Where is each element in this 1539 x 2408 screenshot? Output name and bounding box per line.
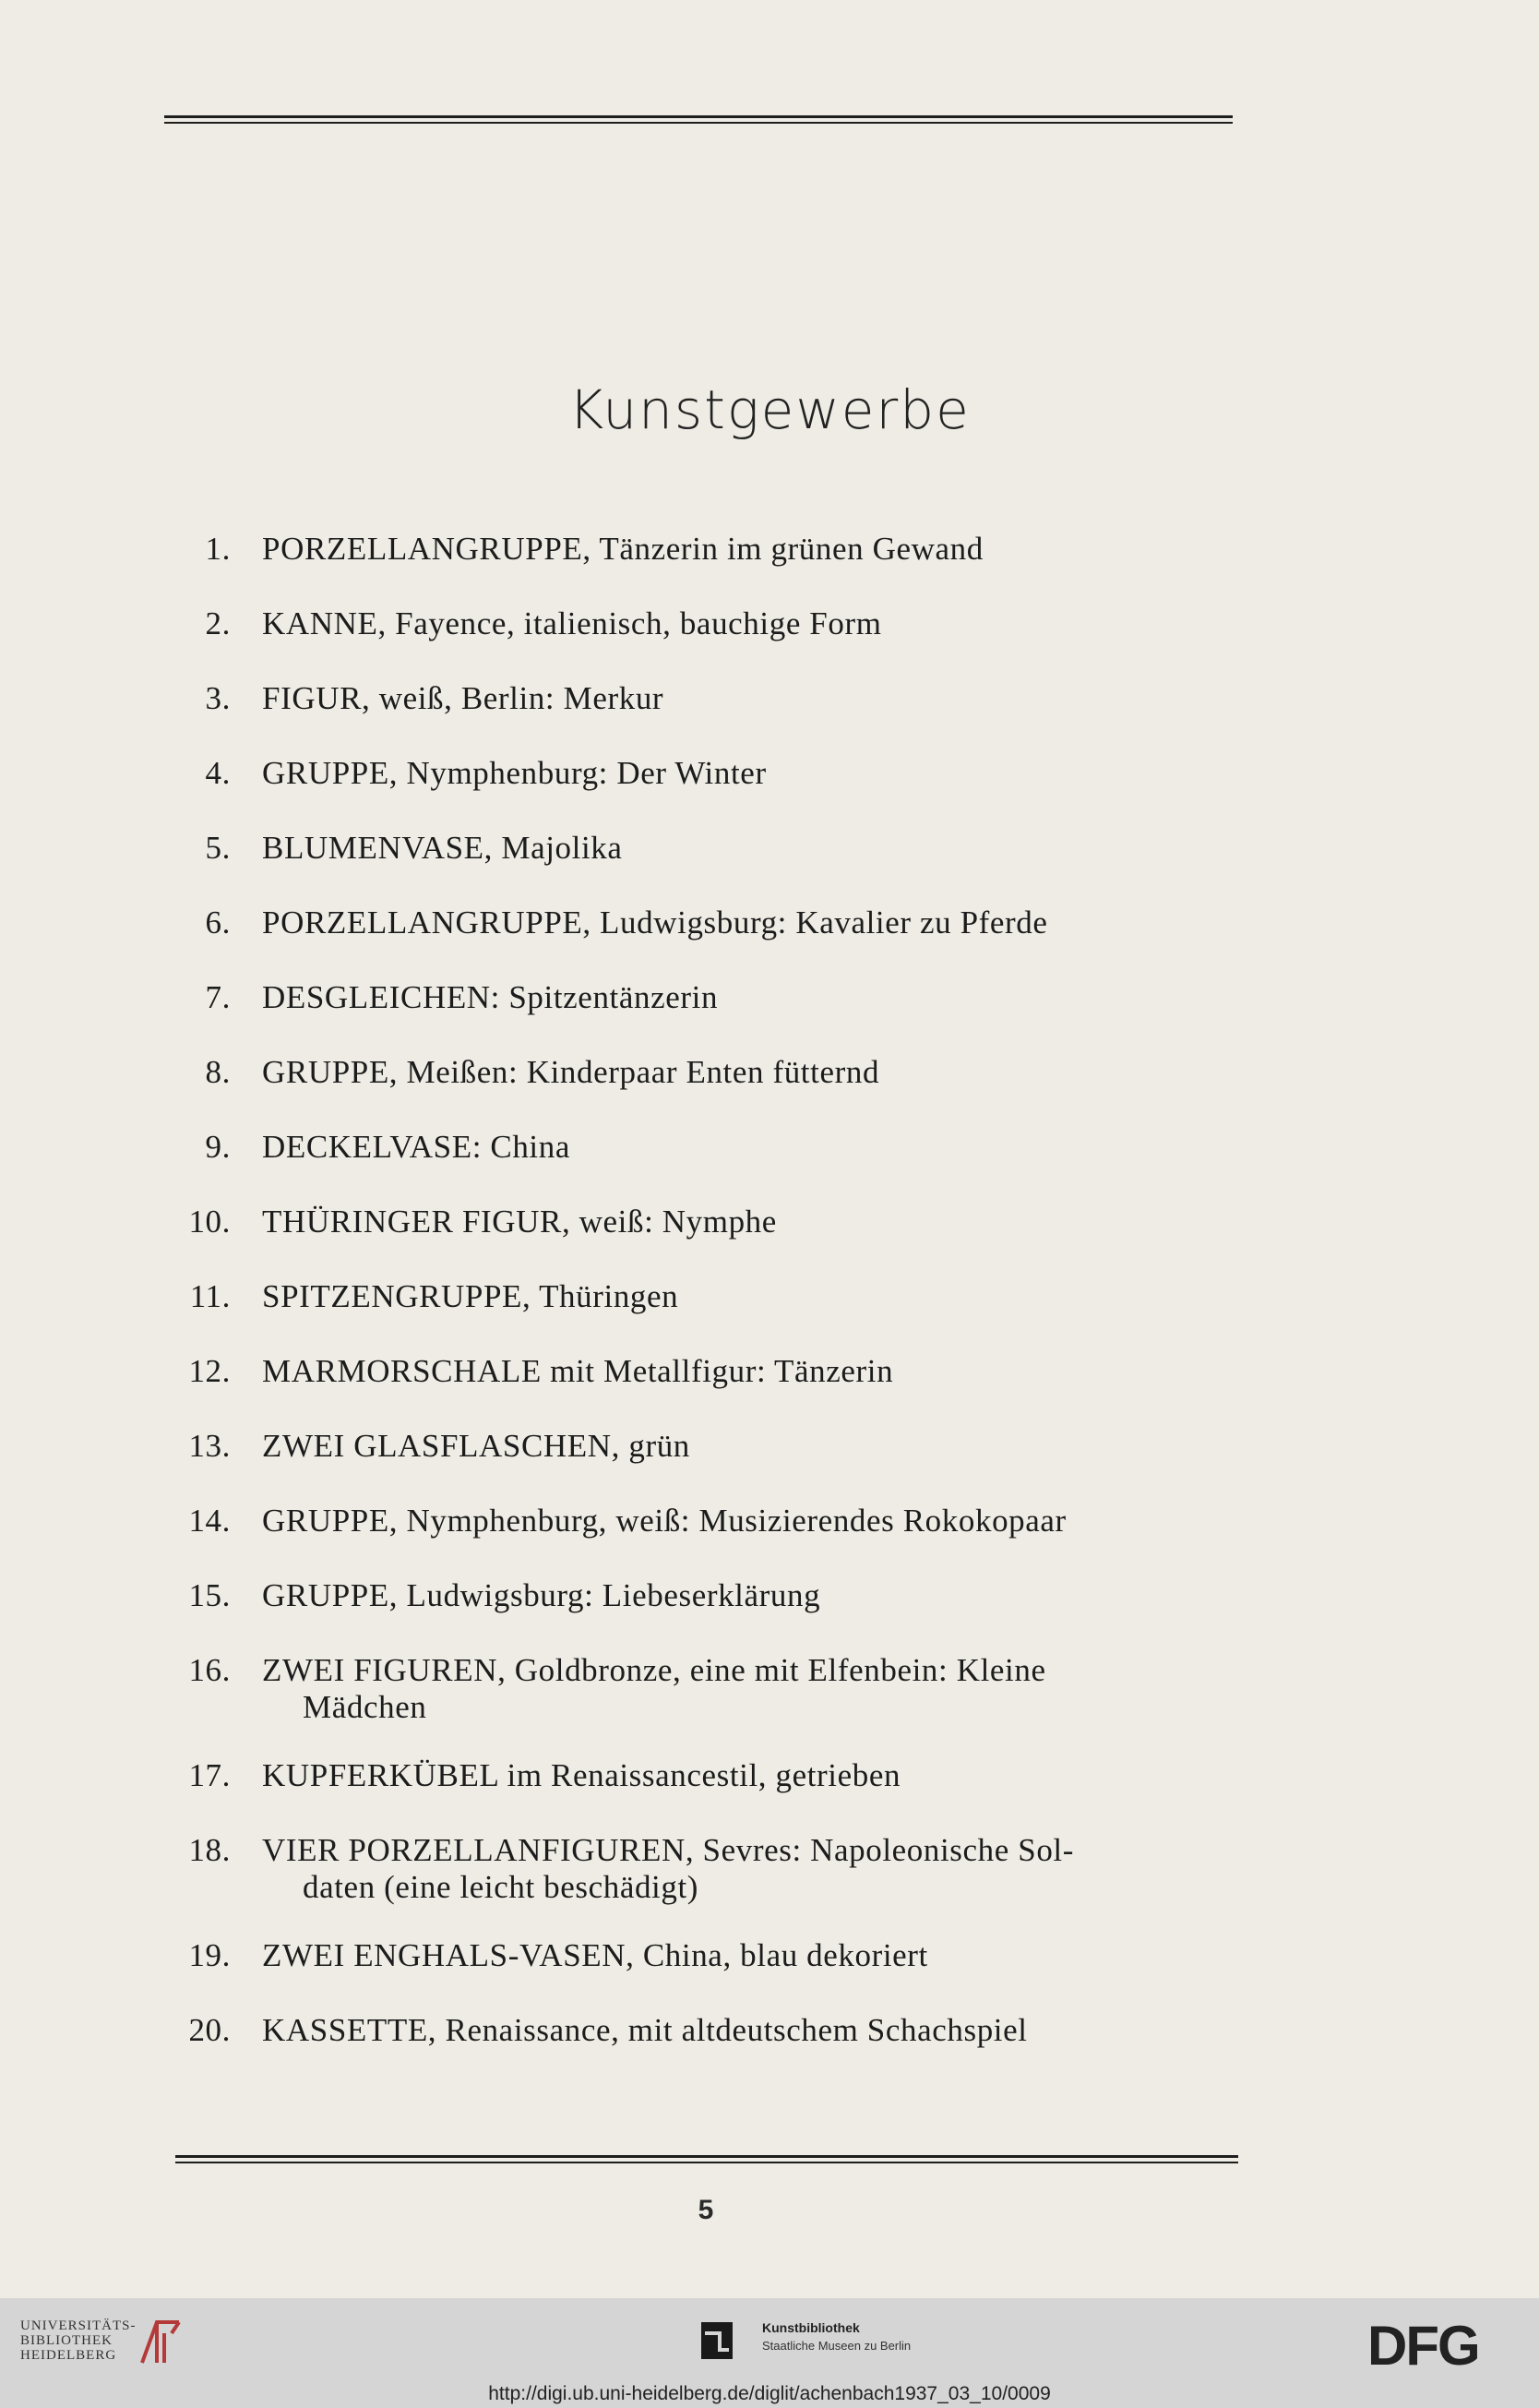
digitization-footer: [0, 2298, 1539, 2408]
kunstbibliothek-subtitle: Staatliche Museen zu Berlin: [762, 2339, 912, 2353]
item-text: BLUMENVASE, Majolika: [262, 830, 623, 866]
item-text: THÜRINGER FIGUR, weiß: Nymphe: [262, 1204, 777, 1240]
item-text: ZWEI GLASFLASCHEN, grün: [262, 1428, 690, 1464]
item-number: 2.: [205, 605, 231, 641]
list-item: [166, 830, 1236, 867]
item-number: 9.: [205, 1129, 231, 1165]
item-number: 6.: [205, 904, 231, 940]
kunstbibliothek-logo-icon: [701, 2322, 733, 2359]
item-text: GRUPPE, Ludwigsburg: Liebeserklärung: [262, 1577, 821, 1613]
dfg-logo: DFG: [1367, 2315, 1479, 2377]
list-item: [166, 1129, 1236, 1166]
list-item: [166, 531, 1236, 568]
list-item: [166, 1204, 1236, 1240]
top-double-rule: [164, 115, 1233, 122]
item-text: GRUPPE, Nymphenburg: Der Winter: [262, 755, 767, 791]
item-text: VIER PORZELLANFIGUREN, Sevres: Napoleonische Sol-: [262, 1832, 1074, 1868]
item-text: ZWEI FIGUREN, Goldbronze, eine mit Elfenbein: Kleine: [262, 1652, 1046, 1688]
item-number: 1.: [205, 531, 231, 567]
item-text: SPITZENGRUPPE, Thüringen: [262, 1278, 679, 1314]
list-item: [166, 605, 1236, 642]
item-text: MARMORSCHALE mit Metallfigur: Tänzerin: [262, 1353, 894, 1389]
item-number: 19.: [188, 1937, 231, 1973]
list-item: [166, 979, 1236, 1016]
item-number: 7.: [205, 979, 231, 1015]
section-title: Kunstgewerbe: [568, 378, 971, 441]
list-item: [166, 1652, 1236, 1726]
list-item: [166, 1832, 1236, 1906]
catalog-list: [166, 531, 1236, 2049]
list-item: [166, 1054, 1236, 1091]
list-item: [166, 1428, 1236, 1465]
item-number: 12.: [188, 1353, 231, 1389]
list-item: [166, 1757, 1236, 1794]
item-text: FIGUR, weiß, Berlin: Merkur: [262, 680, 664, 716]
source-url-link[interactable]: http://digi.ub.uni-heidelberg.de/diglit/achenbach1937_03_10/0009: [488, 2383, 1051, 2404]
item-number: 3.: [205, 680, 231, 716]
item-number: 4.: [205, 755, 231, 791]
university-line: HEIDELBERG: [20, 2348, 117, 2363]
list-item: [166, 904, 1236, 941]
university-line: UNIVERSITÄTS-: [20, 2318, 137, 2333]
item-text-continuation: Mädchen: [303, 1689, 427, 1725]
list-item: [166, 1278, 1236, 1315]
item-text: ZWEI ENGHALS-VASEN, China, blau dekoriert: [262, 1937, 928, 1973]
list-item: [166, 1503, 1236, 1539]
item-number: 5.: [205, 830, 231, 866]
item-text: PORZELLANGRUPPE, Tänzerin im grünen Gewand: [262, 531, 984, 567]
kunstbibliothek-title: Kunstbibliothek: [762, 2320, 860, 2335]
item-number: 8.: [205, 1054, 231, 1090]
item-number: 10.: [188, 1204, 231, 1240]
item-text: KASSETTE, Renaissance, mit altdeutschem Schachspiel: [262, 2012, 1028, 2048]
item-text-continuation: daten (eine leicht beschädigt): [303, 1869, 699, 1905]
item-text: DESGLEICHEN: Spitzentänzerin: [262, 979, 719, 1015]
university-library-name: [20, 2318, 137, 2363]
item-number: 20.: [188, 2012, 231, 2048]
list-item: [166, 680, 1236, 717]
item-text: DECKELVASE: China: [262, 1129, 570, 1165]
list-item: [166, 1353, 1236, 1390]
item-text: PORZELLANGRUPPE, Ludwigsburg: Kavalier zu Pferde: [262, 904, 1048, 940]
item-number: 11.: [189, 1278, 231, 1314]
university-line: BIBLIOTHEK: [20, 2333, 113, 2348]
item-number: 16.: [188, 1652, 231, 1688]
list-item: [166, 1937, 1236, 1974]
item-number: 15.: [188, 1577, 231, 1613]
item-text: KUPFERKÜBEL im Renaissancestil, getrieben: [262, 1757, 901, 1793]
bottom-double-rule: [175, 2155, 1238, 2162]
item-text: GRUPPE, Nymphenburg, weiß: Musizierendes Rokokopaar: [262, 1503, 1067, 1539]
item-text: KANNE, Fayence, italienisch, bauchige Form: [262, 605, 882, 641]
item-number: 14.: [188, 1503, 231, 1539]
page-number: 5: [698, 2195, 714, 2225]
list-item: [166, 1577, 1236, 1614]
list-item: [166, 755, 1236, 792]
item-number: 18.: [188, 1832, 231, 1868]
list-item: [166, 2012, 1236, 2049]
item-text: GRUPPE, Meißen: Kinderpaar Enten fütternd: [262, 1054, 880, 1090]
item-number: 13.: [188, 1428, 231, 1464]
university-logo-icon: [137, 2315, 185, 2370]
item-number: 17.: [188, 1757, 231, 1793]
